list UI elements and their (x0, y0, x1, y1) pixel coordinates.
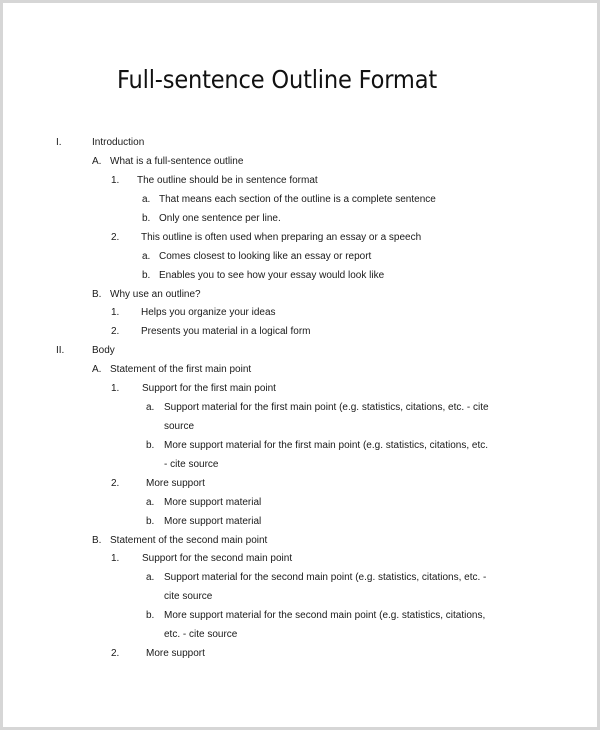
outline-text: Introduction (92, 137, 145, 148)
outline-text: The outline should be in sentence format (137, 175, 318, 186)
outline-marker: A. (92, 364, 102, 375)
outline-text: Body (92, 345, 115, 356)
outline-text: Statement of the second main point (110, 535, 268, 546)
outline-text: Statement of the first main point (110, 364, 252, 375)
outline-text: Support for the first main point (142, 383, 276, 394)
outline-marker: 1. (111, 175, 120, 186)
outline-marker: b. (146, 610, 155, 621)
outline-marker: a. (146, 402, 155, 413)
outline-marker: a. (146, 497, 155, 508)
outline-text: - cite source (164, 459, 219, 470)
outline-marker: A. (92, 156, 102, 167)
outline-marker: 2. (111, 478, 120, 489)
outline-marker: a. (146, 572, 155, 583)
outline-marker: 2. (111, 232, 120, 243)
outline-marker: b. (142, 270, 151, 281)
outline-text: More support (146, 648, 205, 659)
outline-text: Presents you material in a logical form (141, 326, 311, 337)
outline-marker: b. (146, 440, 155, 451)
outline-text: More support material (164, 516, 262, 527)
outline-text: More support (146, 478, 205, 489)
outline-marker: b. (146, 516, 155, 527)
outline-marker: 1. (111, 307, 120, 318)
outline-text: source (164, 421, 195, 432)
outline-text: More support material for the first main point (e.g. statistics, citations, etc. (164, 440, 489, 451)
outline-text: Helps you organize your ideas (141, 307, 276, 318)
outline-text: Support material for the first main point (e.g. statistics, citations, etc. - cite (164, 402, 489, 413)
outline-marker: 2. (111, 326, 120, 337)
outline-text: Support material for the second main point (e.g. statistics, citations, etc. - (164, 572, 487, 583)
document-title: Full-sentence Outline Format (117, 65, 437, 94)
outline-marker: a. (142, 194, 151, 205)
outline-marker: b. (142, 213, 151, 224)
outline-marker: 1. (111, 383, 120, 394)
outline-marker: B. (92, 289, 102, 300)
outline-text: etc. - cite source (164, 629, 238, 640)
outline-marker: 1. (111, 553, 120, 564)
outline-text: Comes closest to looking like an essay or report (159, 251, 372, 262)
outline-text: Why use an outline? (110, 289, 201, 300)
outline-marker: B. (92, 535, 102, 546)
outline-text: cite source (164, 591, 213, 602)
outline-marker: a. (142, 251, 151, 262)
outline-marker: II. (56, 345, 65, 356)
outline-marker: I. (56, 137, 62, 148)
outline-text: More support material (164, 497, 262, 508)
outline-text: Only one sentence per line. (159, 213, 281, 224)
outline-marker: 2. (111, 648, 120, 659)
outline-text: That means each section of the outline is a complete sentence (159, 194, 436, 205)
outline-text: Support for the second main point (142, 553, 293, 564)
outline-text: More support material for the second main point (e.g. statistics, citations, (164, 610, 486, 621)
outline-text: What is a full-sentence outline (110, 156, 244, 167)
outline-text: This outline is often used when preparing an essay or a speech (141, 232, 422, 243)
outline-text: Enables you to see how your essay would look like (159, 270, 385, 281)
